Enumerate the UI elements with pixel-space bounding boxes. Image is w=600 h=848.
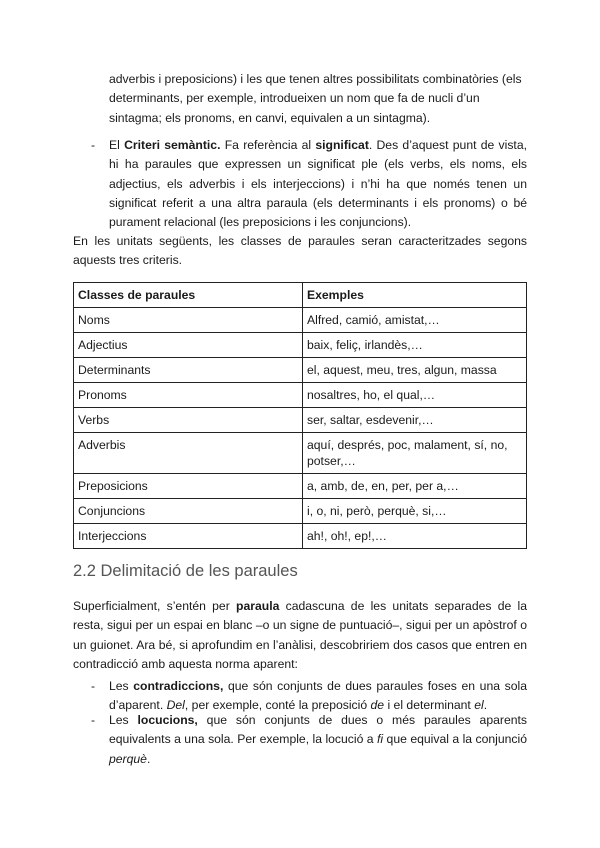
class-cell: Interjeccions xyxy=(74,524,303,549)
class-cell: Adjectius xyxy=(74,333,303,358)
examples-cell: ah!, oh!, ep!,… xyxy=(303,524,527,549)
contraccions-mid2: , per exemple, conté la preposició xyxy=(184,698,371,713)
locucions-keyword: locucions, xyxy=(137,713,198,727)
examples-cell: a, amb, de, en, per, per a,… xyxy=(303,474,527,499)
superficial-paragraph xyxy=(73,597,527,674)
class-cell: Determinants xyxy=(74,358,303,383)
contraccions-end: . xyxy=(483,698,488,713)
table-row xyxy=(74,333,527,358)
contraccions-mid: que són conjunts de dues paraules foses en una sola d’aparent. xyxy=(109,679,527,713)
criteri-keyword: significat xyxy=(315,138,369,152)
locucions-conjunction: perquè xyxy=(109,751,147,766)
section-heading: 2.2 Delimitació de les paraules xyxy=(73,562,298,580)
table-row xyxy=(74,499,527,524)
continuation-line-1: adverbis i preposicions) i les que tenen altres possibilitats combinatòries (els xyxy=(109,72,522,86)
contraccions-mid3: i el determinant xyxy=(384,698,475,713)
criteri-prefix: El xyxy=(109,138,125,152)
locucions-pre: Les xyxy=(109,713,138,727)
continuation-line-3: sintagma; els pronoms, en canvi, equivalen a un sintagma). xyxy=(109,110,431,125)
contraccions-determinant: el xyxy=(474,698,484,713)
contraccions-pre: Les xyxy=(109,679,134,693)
bullet-dash: - xyxy=(91,138,96,152)
superficial-post: cadascuna de les unitats separades de la resta, sigui per un espai en blanc –o un signe de puntuació–, sigui per un apòstrof o un guionet. Ara bé, si aprofundim en l’anàlisi, descobririem dos casos que entren en contradicció amb aquesta norma aparent: xyxy=(73,599,527,671)
table-row xyxy=(74,433,527,474)
superficial-keyword: paraula xyxy=(236,599,280,613)
class-cell: Adverbis xyxy=(74,433,303,474)
criteri-rest: . Des d’aquest punt de vista, hi ha paraules que expressen un significat ple (els verbs, els noms, els adjectius, els adverbis i els interjeccions) i n’hi ha que només tenen un significat referit a una altra paraula (els determinants i els pronoms) o bé purament relacional (les preposicions i les conjuncions). xyxy=(109,138,527,230)
locucions-end: . xyxy=(146,751,151,766)
locucions-mid2: que equival a la conjunció xyxy=(383,732,527,747)
contraccions-keyword: contradiccions, xyxy=(133,679,224,693)
contraccions-item xyxy=(109,677,527,716)
contraccions-preposition: de xyxy=(370,698,385,713)
locucions-example: fi xyxy=(377,732,384,747)
examples-cell: el, aquest, meu, tres, algun, massa xyxy=(303,358,527,383)
intro-paragraph: En les unitats següents, les classes de paraules seran caracteritzades segons aquests tres criteris. xyxy=(73,234,527,268)
examples-cell: ser, saltar, esdevenir,… xyxy=(303,408,527,433)
class-cell: Conjuncions xyxy=(74,499,303,524)
examples-cell: baix, feliç, irlandès,… xyxy=(303,333,527,358)
class-cell: Noms xyxy=(74,308,303,333)
criteri-title: Criteri semàntic. xyxy=(124,138,221,152)
superficial-pre: Superficialment, s’entén per xyxy=(73,599,237,613)
continuation-line-2: determinants, per exemple, introdueixen un nom que fa de nucli d’un xyxy=(109,91,480,106)
criteri-semantic-item xyxy=(109,136,527,232)
header-examples: Exemples xyxy=(303,283,527,308)
examples-cell: aquí, després, poc, malament, sí, no, potser,… xyxy=(303,433,527,474)
examples-cell: nosaltres, ho, el qual,… xyxy=(303,383,527,408)
class-cell: Pronoms xyxy=(74,383,303,408)
locucions-mid: que són conjunts de dues o més paraules aparents equivalents a una sola. Per exemple, la locució a xyxy=(109,713,527,747)
header-classes: Classes de paraules xyxy=(74,283,303,308)
table-row xyxy=(74,408,527,433)
table-header-row xyxy=(74,283,527,308)
continuation-paragraph xyxy=(109,70,527,128)
class-cell: Preposicions xyxy=(74,474,303,499)
examples-cell: Alfred, camió, amistat,… xyxy=(303,308,527,333)
table-row xyxy=(74,358,527,383)
word-classes-table xyxy=(73,282,527,549)
bullet-dash: - xyxy=(91,679,96,693)
table-row xyxy=(74,383,527,408)
contraccions-example: Del xyxy=(166,698,185,713)
locucions-item xyxy=(109,711,527,769)
class-cell: Verbs xyxy=(74,408,303,433)
examples-cell: i, o, ni, però, perquè, si,… xyxy=(303,499,527,524)
table-row xyxy=(74,308,527,333)
table-row xyxy=(74,524,527,549)
table-row xyxy=(74,474,527,499)
criteri-mid: Fa referència al xyxy=(220,138,316,152)
bullet-dash: - xyxy=(91,713,96,727)
